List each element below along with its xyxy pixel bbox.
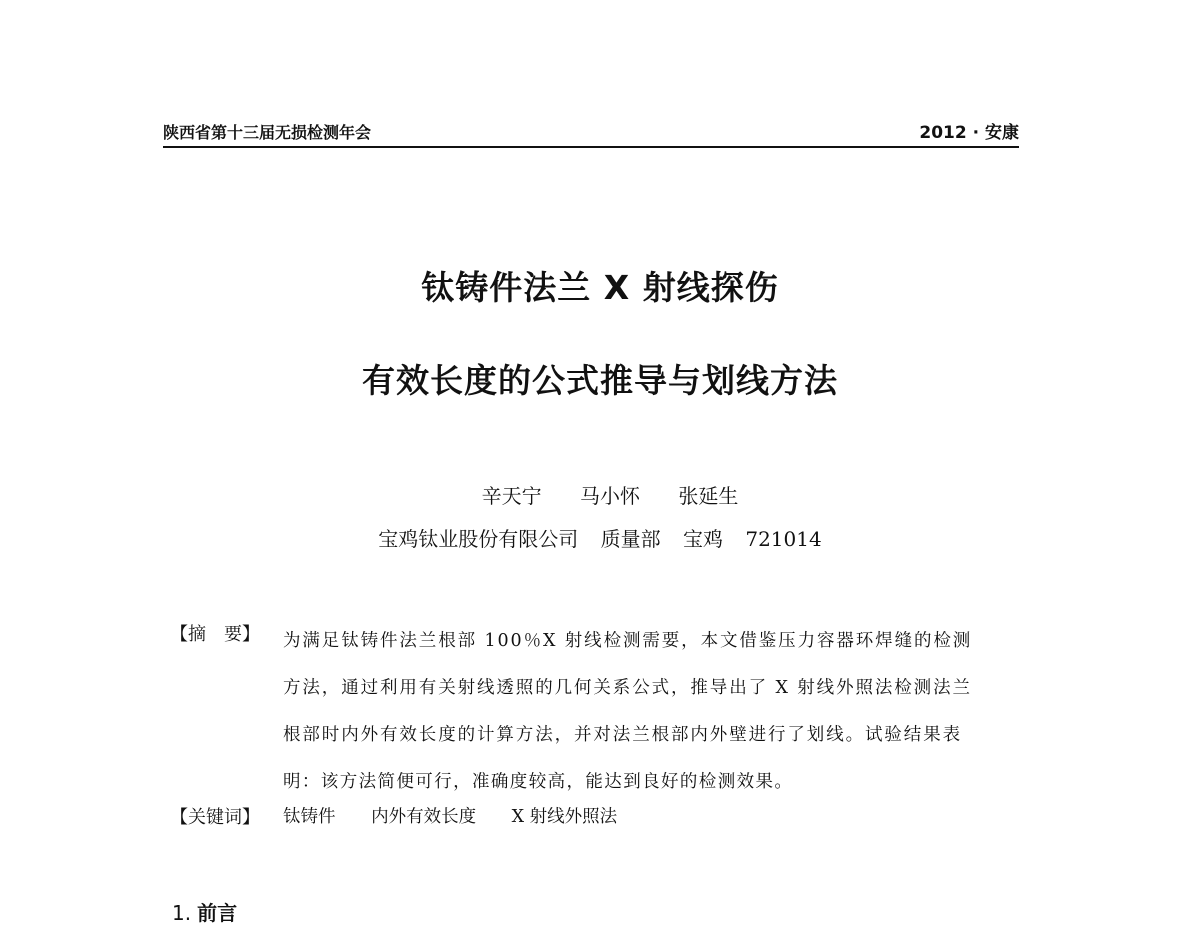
keyword: X 射线外照法 <box>511 807 618 827</box>
conference-name: 陕西省第十三届无损检测年会 <box>163 123 372 142</box>
keyword: 内外有效长度 <box>371 807 477 827</box>
paper-title-line-1: 钛铸件法兰 X 射线探伤 <box>421 268 779 307</box>
keywords-label: 【关键词】 <box>170 807 260 828</box>
author-name: 马小怀 <box>580 484 640 508</box>
abstract-body <box>283 618 1023 806</box>
author-name: 张延生 <box>678 484 739 508</box>
keyword-list <box>283 803 647 828</box>
paper-title-line-2: 有效长度的公式推导与划线方法 <box>362 361 838 400</box>
abstract-line: 明：该方法简便可行，准确度较高，能达到良好的检测效果。 <box>283 772 794 792</box>
author-name: 辛天宁 <box>481 484 542 508</box>
abstract-line: 根部时内外有效长度的计算方法，并对法兰根部内外壁进行了划线。试验结果表 <box>283 725 962 745</box>
affiliation-department: 质量部 <box>600 527 661 551</box>
abstract-line: 方法，通过利用有关射线透照的几何关系公式，推导出了 X 射线外照法检测法兰 <box>283 678 972 698</box>
section-title: 前言 <box>197 901 238 925</box>
conference-year-place: 2012 · 安康 <box>919 123 1019 143</box>
section-heading <box>172 897 237 926</box>
running-header <box>163 116 1019 148</box>
abstract-line: 为满足钛铸件法兰根部 100％X 射线检测需要，本文借鉴压力容器环焊缝的检测 <box>283 631 973 651</box>
keyword: 钛铸件 <box>283 807 336 827</box>
author-affiliation <box>0 523 1200 552</box>
affiliation-city: 宝鸡 <box>683 527 723 551</box>
author-list <box>0 480 1200 509</box>
abstract-label: 【摘 要】 <box>170 624 260 645</box>
section-number: 1. <box>172 901 192 925</box>
affiliation-postcode: 721014 <box>745 527 822 551</box>
affiliation-organization: 宝鸡钛业股份有限公司 <box>378 527 579 551</box>
